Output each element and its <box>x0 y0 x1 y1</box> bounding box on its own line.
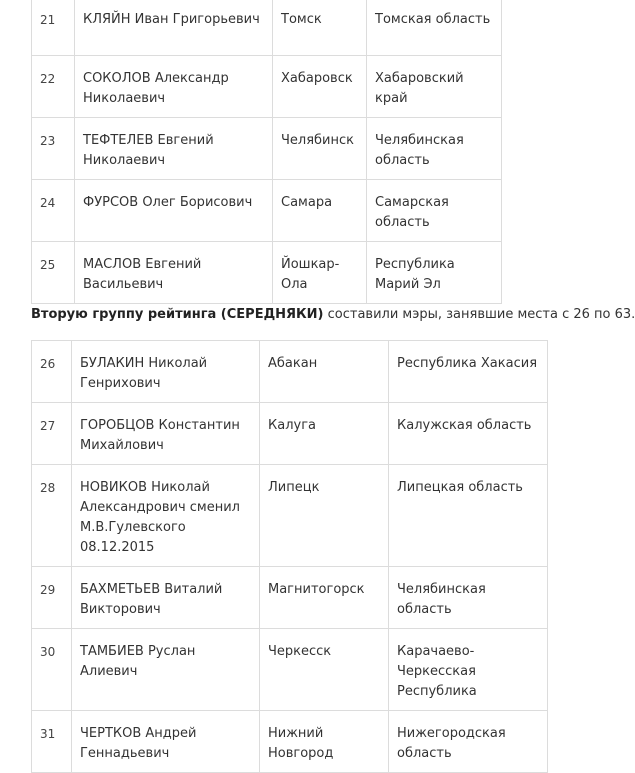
city-cell: Черкесск <box>260 629 389 711</box>
city-cell: Йошкар-Ола <box>273 242 367 304</box>
region-cell: Калужская область <box>389 403 548 465</box>
table-row <box>32 403 548 465</box>
mayors-table-top <box>31 0 502 304</box>
name-cell: БАХМЕТЬЕВ Виталий Викторович <box>72 567 260 629</box>
rank-cell: 25 <box>32 242 75 304</box>
city-cell: Самара <box>273 180 367 242</box>
name-cell: БУЛАКИН Николай Генрихович <box>72 341 260 403</box>
region-cell: Республика Марий Эл <box>367 242 502 304</box>
table-row <box>32 711 548 773</box>
city-cell: Хабаровск <box>273 56 367 118</box>
rank-cell: 29 <box>32 567 72 629</box>
table-row <box>32 118 502 180</box>
rank-cell: 31 <box>32 711 72 773</box>
table-row <box>32 180 502 242</box>
rank-cell: 27 <box>32 403 72 465</box>
rank-cell: 21 <box>32 0 75 56</box>
group-title: Вторую группу рейтинга (СЕРЕДНЯКИ) <box>31 307 324 322</box>
name-cell: ЧЕРТКОВ Андрей Геннадьевич <box>72 711 260 773</box>
name-cell: СОКОЛОВ Александр Николаевич <box>75 56 273 118</box>
city-cell: Магнитогорск <box>260 567 389 629</box>
city-cell: Калуга <box>260 403 389 465</box>
name-cell: НОВИКОВ Николай Александрович сменил М.В.Гулевского 08.12.2015 <box>72 465 260 567</box>
name-cell: ФУРСОВ Олег Борисович <box>75 180 273 242</box>
name-cell: ТАМБИЕВ Руслан Алиевич <box>72 629 260 711</box>
table-row <box>32 0 502 56</box>
name-cell: ТЕФТЕЛЕВ Евгений Николаевич <box>75 118 273 180</box>
table-row <box>32 242 502 304</box>
table-row <box>32 567 548 629</box>
rank-cell: 22 <box>32 56 75 118</box>
city-cell: Томск <box>273 0 367 56</box>
region-cell: Томская область <box>367 0 502 56</box>
name-cell: КЛЯЙН Иван Григорьевич <box>75 0 273 56</box>
table-row <box>32 629 548 711</box>
rank-cell: 28 <box>32 465 72 567</box>
name-cell: ГОРОБЦОВ Константин Михайлович <box>72 403 260 465</box>
rank-cell: 23 <box>32 118 75 180</box>
name-cell: МАСЛОВ Евгений Васильевич <box>75 242 273 304</box>
city-cell: Липецк <box>260 465 389 567</box>
region-cell: Нижегородская область <box>389 711 548 773</box>
mayors-table-middle <box>31 340 548 773</box>
group-intro-paragraph <box>31 306 591 324</box>
city-cell: Челябинск <box>273 118 367 180</box>
table-row <box>32 341 548 403</box>
rank-cell: 24 <box>32 180 75 242</box>
rank-cell: 26 <box>32 341 72 403</box>
table-row <box>32 56 502 118</box>
region-cell: Хабаровский край <box>367 56 502 118</box>
region-cell: Республика Хакасия <box>389 341 548 403</box>
city-cell: Абакан <box>260 341 389 403</box>
region-cell: Карачаево-Черкесская Республика <box>389 629 548 711</box>
city-cell: Нижний Новгород <box>260 711 389 773</box>
region-cell: Липецкая область <box>389 465 548 567</box>
region-cell: Самарская область <box>367 180 502 242</box>
region-cell: Челябинская область <box>367 118 502 180</box>
rank-cell: 30 <box>32 629 72 711</box>
region-cell: Челябинская область <box>389 567 548 629</box>
table-row <box>32 465 548 567</box>
group-description: составили мэры, занявшие места с 26 по 63. <box>324 307 635 322</box>
